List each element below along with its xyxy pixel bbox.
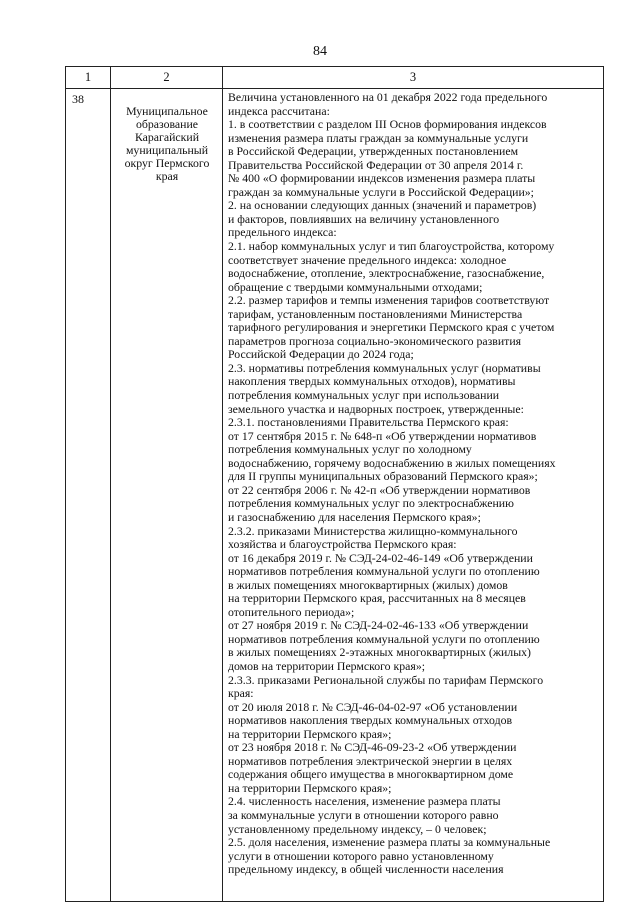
description-line: соответствует значение предельного индекса: холодное: [228, 253, 507, 267]
description-line: потребления коммунальных услуг по электроснабжению: [228, 497, 514, 511]
description-line: № 400 «О формировании индексов изменения размера платы: [228, 172, 536, 186]
description-line: от 23 ноября 2018 г. № СЭД-46-09-23-2 «Об утверждении: [228, 741, 517, 755]
description-line: предельного индекса:: [228, 226, 337, 240]
description-line: в Российской Федерации, утвержденных постановлением: [228, 145, 519, 159]
description-line: индекса рассчитана:: [228, 104, 330, 118]
description-line: изменения размера платы граждан за коммунальные услуги: [228, 131, 529, 145]
description-line: 2.4. численность населения, изменение размера платы: [228, 795, 501, 809]
description-line: края:: [228, 687, 254, 701]
description-line: 2.3.1. постановлениями Правительства Пермского края:: [228, 416, 509, 430]
description-line: граждан за коммунальные услуги в Российской Федерации»;: [228, 185, 534, 199]
description-line: услуги в отношении которого равно установленному: [228, 849, 494, 863]
page-number: 84: [313, 44, 327, 59]
column-header-1: 1: [66, 67, 111, 89]
description-line: обращение с твердыми коммунальными отходами;: [228, 280, 483, 294]
description-line: для II группы муниципальных образований Пермского края»;: [228, 470, 538, 484]
description-line: от 17 сентября 2015 г. № 648-п «Об утверждении нормативов: [228, 429, 537, 443]
description-line: на территории Пермского края»;: [228, 781, 392, 795]
description-line: нормативов потребления коммунальной услуги по отоплению: [228, 632, 540, 646]
description-line: за коммунальные услуги в отношении которого равно: [228, 808, 499, 822]
description-line: от 16 декабря 2019 г. № СЭД-24-02-46-149 «Об утверждении: [228, 551, 533, 565]
description-line: отопительного периода»;: [228, 605, 355, 619]
description-line: накопления твердых коммунальных отходов), нормативы: [228, 375, 516, 389]
description-line: 2.3.3. приказами Региональной службы по тарифам Пермского: [228, 673, 544, 687]
description-line: от 20 июля 2018 г. № СЭД-46-04-02-97 «Об установлении: [228, 700, 518, 714]
description-line: Правительства Российской Федерации от 30 апреля 2014 г.: [228, 158, 524, 172]
description-line: 2.1. набор коммунальных услуг и тип благоустройства, которому: [228, 240, 555, 254]
description-line: на территории Пермского края»;: [228, 727, 392, 741]
column-header-3: 3: [223, 67, 604, 89]
description-line: водоснабжению, горячему водоснабжению в жилых помещениях: [228, 456, 556, 470]
description-line: установленному предельному индексу, – 0 человек;: [228, 822, 487, 836]
description-lines: [228, 91, 599, 877]
description-line: в жилых помещениях многоквартирных (жилых) домов: [228, 578, 508, 592]
description-line: нормативов потребления электрической энергии в целях: [228, 754, 513, 768]
table-header-row: [66, 67, 604, 89]
description-line: Величина установленного на 01 декабря 2022 года предельного: [228, 91, 548, 104]
description-line: потребления коммунальных услуг при использовании: [228, 389, 500, 403]
description-line: 2. на основании следующих данных (значений и параметров): [228, 199, 537, 213]
description-line: и газоснабжению для населения Пермского края»;: [228, 510, 481, 524]
document-table: [65, 66, 604, 902]
description-line: 2.2. размер тарифов и темпы изменения тарифов соответствуют: [228, 294, 550, 308]
table-row: [66, 89, 604, 902]
description-line: и факторов, повлиявших на величину установленного: [228, 212, 500, 226]
description-line: нормативов накопления твердых коммунальных отходов: [228, 714, 513, 728]
description-line: от 27 ноября 2019 г. № СЭД-24-02-46-133 «Об утверждении: [228, 619, 529, 633]
description-line: тарифного регулирования и энергетики Пермского края с учетом: [228, 321, 555, 335]
description-line: 2.5. доля населения, изменение размера платы за коммунальные: [228, 836, 551, 850]
index-description: [223, 89, 604, 902]
description-line: хозяйства и благоустройства Пермского края:: [228, 538, 457, 552]
municipality-name: [111, 89, 223, 902]
municipality-name-text: Муниципальное образование Карагайский муниципальный округ Пермского края: [124, 104, 210, 183]
description-line: на территории Пермского края, рассчитанных на 8 месяцев: [228, 592, 526, 606]
description-line: Российской Федерации до 2024 года;: [228, 348, 414, 362]
column-header-2: 2: [111, 67, 223, 89]
description-line: в жилых помещениях 2-этажных многоквартирных (жилых): [228, 646, 531, 660]
description-line: земельного участка и надворных построек, утвержденные:: [228, 402, 524, 416]
row-number: 38: [66, 89, 111, 902]
description-line: потребления коммунальных услуг по холодному: [228, 443, 472, 457]
description-line: нормативов потребления коммунальной услуги по отоплению: [228, 565, 540, 579]
description-line: 2.3.2. приказами Министерства жилищно-коммунального: [228, 524, 518, 538]
description-line: содержания общего имущества в многоквартирном доме: [228, 768, 514, 782]
description-line: домов на территории Пермского края»;: [228, 659, 425, 673]
description-line: 2.3. нормативы потребления коммунальных услуг (нормативы: [228, 361, 541, 375]
description-line: предельному индексу, в общей численности населения: [228, 863, 504, 877]
description-line: 1. в соответствии с разделом III Основ формирования индексов: [228, 118, 547, 132]
description-line: тарифам, установленным постановлениями Министерства: [228, 307, 523, 321]
description-line: от 22 сентября 2006 г. № 42-п «Об утверждении нормативов: [228, 483, 531, 497]
description-line: параметров прогноза социально-экономического развития: [228, 334, 522, 348]
description-line: водоснабжение, отопление, электроснабжение, газоснабжение,: [228, 267, 545, 281]
